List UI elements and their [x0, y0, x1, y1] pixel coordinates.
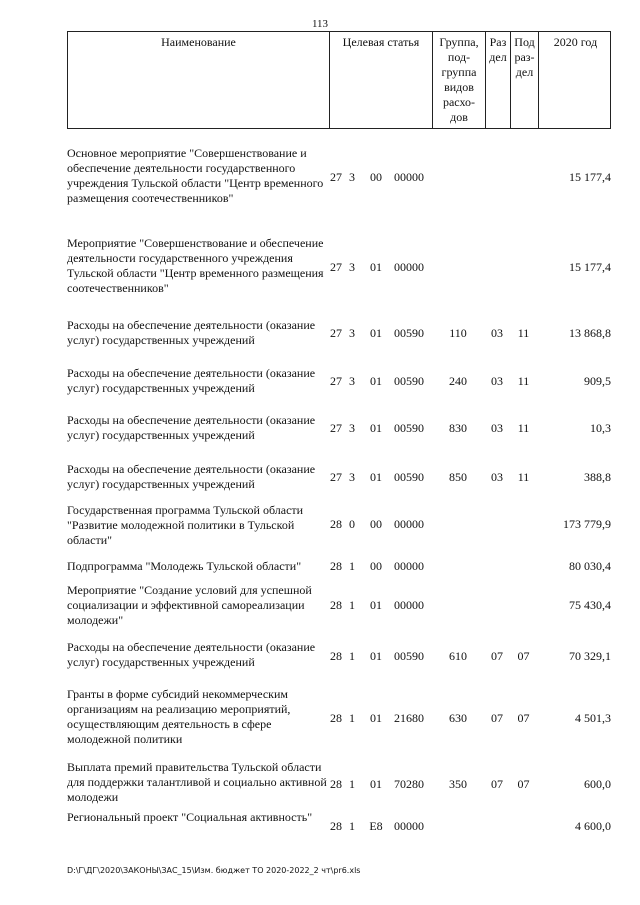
- row-name: Гранты в форме субсидий некоммерческим организациям на реализацию мероприятий, осуществляющим деятельность в сфере молодежной политики: [67, 687, 291, 746]
- row-name: Выплата премий правительства Тульской области для поддержки талантливой и социально активной молодежи: [67, 760, 327, 804]
- page-number: 113: [311, 18, 329, 30]
- row-code-2: 1: [349, 649, 355, 663]
- row-code-4: 00000: [394, 819, 424, 833]
- row-code-3: 01: [370, 598, 382, 612]
- row-subsection: 07: [517, 711, 530, 725]
- row-amount: 15 177,4: [569, 260, 611, 274]
- row-name: Мероприятие "Создание условий для успешной социализации и эффективной самореализации молодежи": [67, 583, 312, 627]
- row-subsection: 11: [517, 470, 530, 484]
- row-code-2: 3: [349, 374, 355, 388]
- row-amount: 75 430,4: [569, 598, 611, 612]
- row-code-1: 27: [330, 374, 342, 388]
- row-name: Расходы на обеспечение деятельности (оказание услуг) государственных учреждений: [67, 413, 316, 442]
- row-section: 03: [491, 421, 503, 435]
- row-group: 610: [449, 649, 467, 663]
- row-code-2: 1: [349, 559, 355, 573]
- row-group: 240: [449, 374, 467, 388]
- row-code-3: 00: [370, 517, 382, 531]
- header-year: 2020 год: [553, 35, 598, 49]
- header-section: Раз дел: [486, 32, 511, 128]
- row-code-3: 00: [370, 559, 382, 573]
- row-subsection: 07: [517, 649, 530, 663]
- row-amount: 15 177,4: [569, 170, 611, 184]
- row-code-1: 28: [330, 598, 342, 612]
- row-code-4: 70280: [394, 777, 424, 791]
- row-code-3: Е8: [369, 819, 383, 833]
- header-target: Целевая статья: [330, 32, 433, 128]
- row-code-4: 00590: [394, 649, 424, 663]
- row-group: 350: [449, 777, 467, 791]
- row-section: 03: [491, 326, 503, 340]
- row-code-4: 00590: [394, 374, 424, 388]
- row-code-4: 00000: [394, 517, 424, 531]
- row-code-2: 1: [349, 777, 355, 791]
- header-subsection: Под раз- дел: [511, 32, 539, 128]
- row-subsection: 07: [517, 777, 530, 791]
- row-code-4: 21680: [394, 711, 424, 725]
- row-name: Подпрограмма "Молодежь Тульской области": [67, 559, 302, 573]
- row-amount: 80 030,4: [569, 559, 611, 573]
- row-section: 07: [491, 711, 503, 725]
- table-row: [67, 413, 611, 445]
- row-code-2: 1: [349, 711, 355, 725]
- table-header: [67, 31, 611, 129]
- row-amount: 388,8: [584, 470, 611, 484]
- table-row: [67, 559, 611, 577]
- row-code-3: 01: [370, 260, 382, 274]
- row-code-4: 00590: [394, 470, 424, 484]
- row-amount: 4 600,0: [575, 819, 611, 833]
- row-code-2: 0: [349, 517, 355, 531]
- row-code-1: 27: [330, 470, 342, 484]
- table-row: [67, 146, 611, 210]
- row-code-2: 1: [349, 819, 355, 833]
- row-code-4: 00000: [394, 559, 424, 573]
- row-amount: 10,3: [590, 421, 611, 435]
- row-name: Расходы на обеспечение деятельности (оказание услуг) государственных учреждений: [67, 366, 316, 395]
- row-code-1: 28: [330, 559, 342, 573]
- row-code-4: 00590: [394, 326, 424, 340]
- row-code-3: 01: [370, 421, 382, 435]
- row-name: Государственная программа Тульской области "Развитие молодежной политики в Тульской области": [67, 503, 304, 547]
- table-row: [67, 366, 611, 398]
- row-name: Расходы на обеспечение деятельности (оказание услуг) государственных учреждений: [67, 462, 316, 491]
- header-group: Группа, под- группа видов расхо- дов: [433, 32, 486, 128]
- row-code-2: 1: [349, 598, 355, 612]
- row-section: 07: [491, 777, 503, 791]
- row-code-1: 28: [330, 711, 342, 725]
- table-row: [67, 462, 611, 494]
- row-subsection: 11: [517, 326, 530, 340]
- row-code-2: 3: [349, 326, 355, 340]
- row-code-4: 00000: [394, 170, 424, 184]
- row-code-4: 00000: [394, 598, 424, 612]
- row-section: 03: [491, 374, 503, 388]
- table-row: [67, 236, 611, 300]
- row-name: Расходы на обеспечение деятельности (оказание услуг) государственных учреждений: [67, 640, 316, 669]
- row-name: Мероприятие "Совершенствование и обеспечение деятельности государственного учреждения Тульской области "Центр временного размещения соотечественников": [67, 236, 324, 295]
- row-code-1: 27: [330, 260, 342, 274]
- file-path-footer: D:\Г\ДГ\2020\ЗАКОНЫ\ЗАС_15\Изм. бюджет ТО 2020-2022_2 чт\pr6.xls: [67, 866, 361, 875]
- row-name: Основное мероприятие "Совершенствование и обеспечение деятельности государственного учреждения Тульской области "Центр временного размещения соотечественников": [67, 146, 324, 205]
- row-code-4: 00590: [394, 421, 424, 435]
- table-row: [67, 318, 611, 350]
- header-name: Наименование: [68, 32, 330, 128]
- row-group: 110: [449, 326, 467, 340]
- row-name: Региональный проект "Социальная активность": [67, 810, 313, 824]
- row-code-1: 27: [330, 326, 342, 340]
- row-section: 07: [491, 649, 503, 663]
- row-amount: 173 779,9: [563, 517, 611, 531]
- row-name: Расходы на обеспечение деятельности (оказание услуг) государственных учреждений: [67, 318, 316, 347]
- row-amount: 909,5: [584, 374, 611, 388]
- row-code-1: 28: [330, 777, 342, 791]
- row-group: 830: [449, 421, 467, 435]
- row-code-2: 3: [349, 470, 355, 484]
- row-code-2: 3: [349, 260, 355, 274]
- row-code-2: 3: [349, 170, 355, 184]
- row-group: 850: [449, 470, 467, 484]
- table-row: [67, 640, 611, 672]
- row-code-4: 00000: [394, 260, 424, 274]
- row-code-2: 3: [349, 421, 355, 435]
- row-code-3: 01: [370, 649, 382, 663]
- table-row: [67, 583, 611, 631]
- row-section: 03: [491, 470, 503, 484]
- row-code-1: 28: [330, 819, 342, 833]
- table-row: [67, 810, 611, 844]
- row-code-3: 01: [370, 470, 382, 484]
- row-amount: 70 329,1: [569, 649, 611, 663]
- row-code-3: 01: [370, 711, 382, 725]
- table-row: [67, 760, 611, 808]
- table-row: [67, 687, 611, 751]
- row-code-1: 28: [330, 649, 342, 663]
- row-code-3: 00: [370, 170, 382, 184]
- row-group: 630: [449, 711, 467, 725]
- row-code-3: 01: [370, 374, 382, 388]
- table-row: [67, 503, 611, 551]
- row-code-3: 01: [370, 326, 382, 340]
- row-code-1: 27: [330, 170, 342, 184]
- row-subsection: 11: [517, 374, 530, 388]
- row-code-1: 27: [330, 421, 342, 435]
- row-code-1: 28: [330, 517, 342, 531]
- row-code-3: 01: [370, 777, 382, 791]
- row-subsection: 11: [517, 421, 530, 435]
- row-amount: 4 501,3: [575, 711, 611, 725]
- row-amount: 13 868,8: [569, 326, 611, 340]
- row-amount: 600,0: [584, 777, 611, 791]
